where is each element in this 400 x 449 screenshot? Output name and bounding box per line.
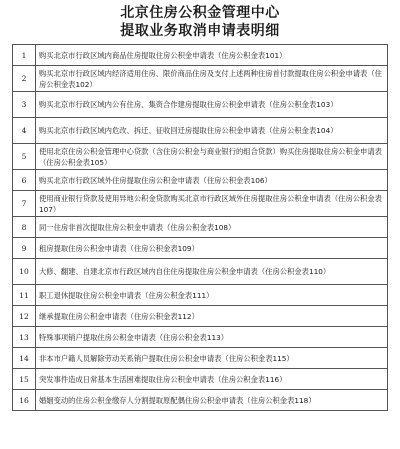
row-form-name: 购买北京市行政区域内商品住房提取住房公积金申请表（住房公积金表101）: [36, 45, 388, 66]
row-number: 5: [13, 144, 36, 170]
table-row: [13, 259, 388, 285]
table-row: [13, 369, 388, 390]
row-number: 4: [13, 118, 36, 144]
row-form-name: 特殊事项销户提取住房公积金申请表（住房公积金表113）: [36, 327, 388, 348]
table-row: [13, 144, 388, 170]
row-number: 16: [13, 390, 36, 411]
row-number: 3: [13, 92, 36, 118]
row-number: 11: [13, 285, 36, 306]
row-number: 9: [13, 238, 36, 259]
row-form-name: 购买北京市行政区域内危改、拆迁、征收回迁房提取住房公积金申请表（住房公积金表104）: [36, 118, 388, 144]
table-row: [13, 191, 388, 217]
row-form-name: 使用商业银行贷款及使用异地公积金贷款购买北京市行政区域外住房提取住房公积金申请表（住房公积金表107）: [36, 191, 388, 217]
row-form-name: 突发事件造成日常基本生活困难提取住房公积金申请表（住房公积金表116）: [36, 369, 388, 390]
row-number: 2: [13, 66, 36, 92]
table-row: [13, 66, 388, 92]
row-number: 1: [13, 45, 36, 66]
row-form-name: 继承提取住房公积金申请表（住房公积金表112）: [36, 306, 388, 327]
table-row: [13, 170, 388, 191]
table-row: [13, 45, 388, 66]
table-row: [13, 390, 388, 411]
row-number: 6: [13, 170, 36, 191]
row-number: 7: [13, 191, 36, 217]
table-row: [13, 238, 388, 259]
document-subtitle: 提取业务取消申请表明细: [120, 23, 280, 39]
table-row: [13, 92, 388, 118]
row-form-name: 婚姻变动的住房公积金缴存人分割提取原配偶住房公积金申请表（住房公积金表118）: [36, 390, 388, 411]
row-number: 12: [13, 306, 36, 327]
row-form-name: 职工退休提取住房公积金申请表（住房公积金表111）: [36, 285, 388, 306]
row-form-name: 购买北京市行政区域内公有住房、集资合作建房提取住房公积金申请表（住房公积金表103）: [36, 92, 388, 118]
table-row: [13, 348, 388, 369]
form-list-table: [12, 44, 388, 411]
row-form-name: 使用北京住房公积金管理中心贷款（含住房公积金与商业银行的组合贷款）购买住房提取住房公积金申请表（住房公积金表105）: [36, 144, 388, 170]
row-form-name: 同一住房非首次提取住房公积金申请表（住房公积金表108）: [36, 217, 388, 238]
row-number: 8: [13, 217, 36, 238]
table-row: [13, 327, 388, 348]
row-form-name: 大修、翻建、自建北京市行政区域内自住住房提取住房公积金申请表（住房公积金表110）: [36, 259, 388, 285]
table-row: [13, 217, 388, 238]
row-number: 13: [13, 327, 36, 348]
row-number: 15: [13, 369, 36, 390]
row-form-name: 购买北京市行政区域外住房提取住房公积金申请表（住房公积金表106）: [36, 170, 388, 191]
document-title: 北京住房公积金管理中心: [120, 5, 280, 21]
table-row: [13, 118, 388, 144]
row-form-name: 购买北京市行政区域内经济适用住房、限价商品住房及支付上述两种住房首付款提取住房公积金申请表（住房公积金表102）: [36, 66, 388, 92]
table-row: [13, 306, 388, 327]
row-form-name: 非本市户籍人员解除劳动关系销户提取住房公积金申请表（住房公积金表115）: [36, 348, 388, 369]
row-number: 10: [13, 259, 36, 285]
table-row: [13, 285, 388, 306]
row-number: 14: [13, 348, 36, 369]
row-form-name: 租房提取住房公积金申请表（住房公积金表109）: [36, 238, 388, 259]
